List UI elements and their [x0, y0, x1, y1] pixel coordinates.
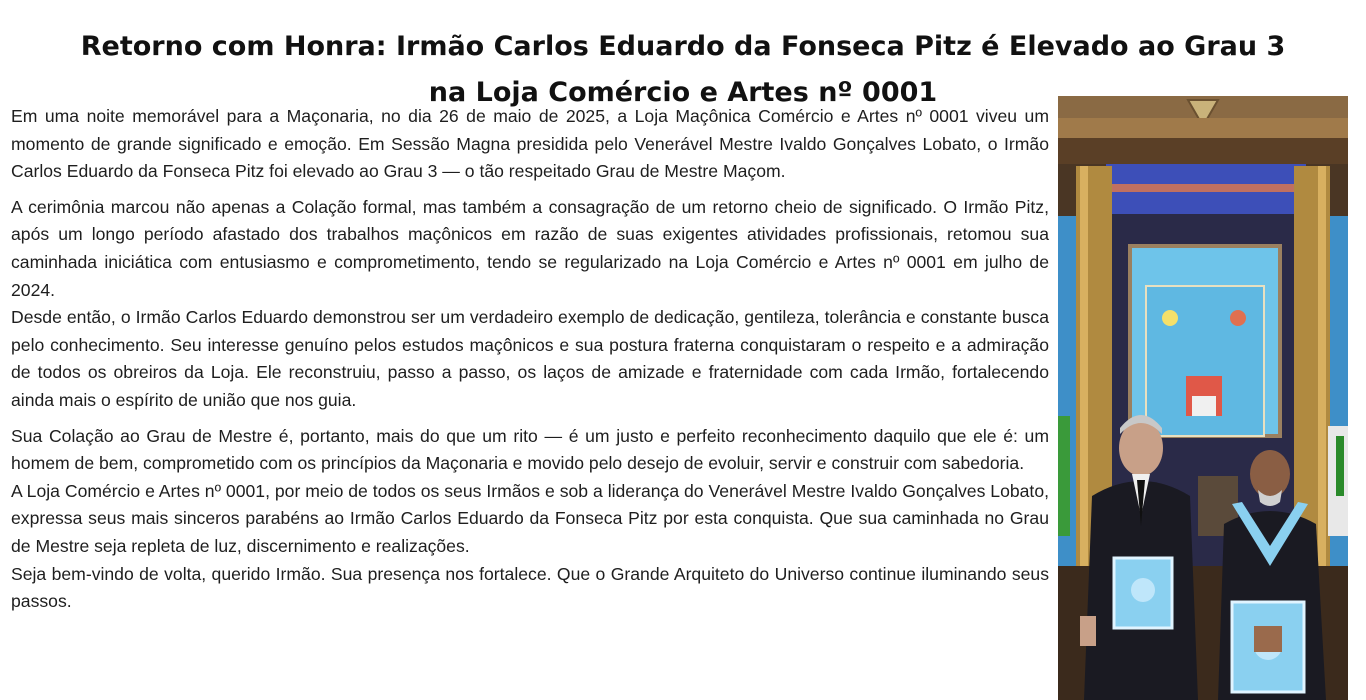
paragraph-3: Desde então, o Irmão Carlos Eduardo demonstrou ser um verdadeiro exemplo de dedicação, gentileza, tolerância e constante busca pelo conhecimento. Seu interesse genuíno pelos estudos maçônicos e sua postura fraterna conquistaram o respeito e a admiração de todos os obreiros da Loja. Ele reconstruiu, passo a passo, os laços de amizade e fraternidade com cada Irmão, fortalecendo ainda mais o espírito de união que nos guia.: [11, 307, 1049, 410]
article-title-line-2: na Loja Comércio e Artes nº 0001: [428, 77, 938, 109]
lodge-photo: [1058, 96, 1348, 700]
paragraph-4: Sua Colação ao Grau de Mestre é, portanto, mais do que um rito — é um justo e perfeito reconhecimento daquilo que ele é: um homem de bem, comprometido com os princípios da Maçonaria e movido pelo desejo de evoluir, servir e construir com sabedoria.: [11, 425, 1049, 474]
paragraph-6: Seja bem-vindo de volta, querido Irmão. Sua presença nos fortalece. Que o Grande Arquiteto do Universo continue iluminando seus passos.: [11, 563, 1049, 612]
paragraph-1: Em uma noite memorável para a Maçonaria, no dia 26 de maio de 2025, a Loja Maçônica Comércio e Artes nº 0001 viveu um momento de grande significado e emoção. Em Sessão Magna presidida pelo Venerável Mestre Ivaldo Gonçalves Lobato, o Irmão Carlos Eduardo da Fonseca Pitz foi elevado ao Grau 3 — o tão respeitado Grau de Mestre Maçom.: [11, 106, 1049, 182]
article-title-line-1: Retorno com Honra: Irmão Carlos Eduardo da Fonseca Pitz é Elevado ao Grau 3: [80, 31, 1286, 63]
lodge-photo-illustration: [1058, 96, 1348, 700]
article-body: [11, 103, 1049, 616]
paragraph-2: A cerimônia marcou não apenas a Colação formal, mas também a consagração de um retorno cheio de significado. O Irmão Pitz, após um longo período afastado dos trabalhos maçônicos em razão de suas exigentes atividades profissionais, retomou sua caminhada iniciática com entusiasmo e comprometimento, tendo se regularizado na Loja Comércio e Artes nº 0001 em julho de 2024.: [11, 196, 1049, 300]
paragraph-5: A Loja Comércio e Artes nº 0001, por meio de todos os seus Irmãos e sob a liderança do Venerável Mestre Ivaldo Gonçalves Lobato, expressa seus mais sinceros parabéns ao Irmão Carlos Eduardo da Fonseca Pitz por esta conquista. Que sua caminhada no Grau de Mestre seja repleta de luz, discernimento e realizações.: [11, 480, 1049, 556]
